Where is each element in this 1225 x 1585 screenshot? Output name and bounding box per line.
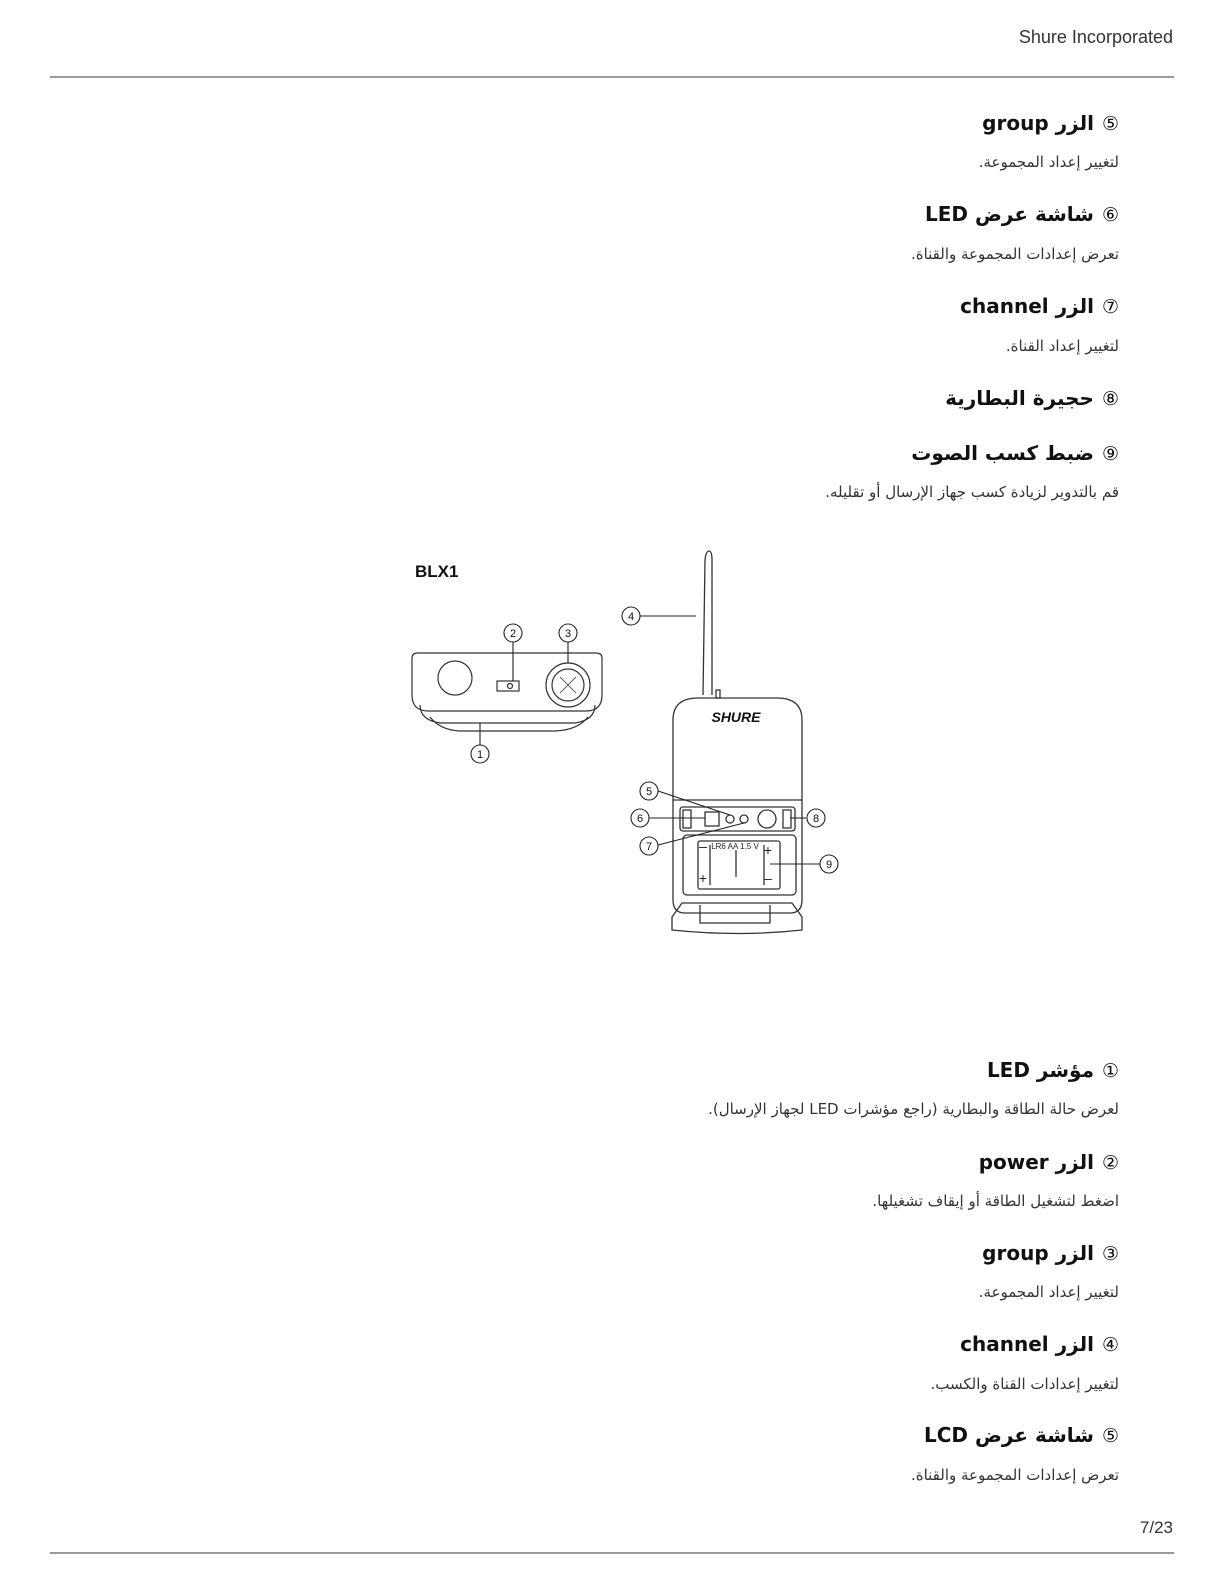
item-description: لتغيير إعدادات القناة والكسب. [930,1375,1119,1393]
transmitter-body [673,698,802,913]
side-clip-left [683,810,691,828]
bottom-item-5 [319,1422,1119,1448]
bottom-item-4-desc [319,1373,1119,1395]
mic-connector-pins [560,677,576,693]
figure-title: BLX1 [415,562,459,581]
led-indicator-top [438,661,472,695]
item-title-text: شاشة عرض LCD [924,1423,1094,1447]
item-description: لتغيير إعداد المجموعة. [978,1283,1119,1301]
top-view-clip [430,717,588,731]
item-description: لعرض حالة الطاقة والبطارية (راجع مؤشرات LED لجهاز الإرسال). [708,1100,1119,1118]
battery-minus-left: – [699,838,707,854]
bottom-item-3 [319,1240,1119,1266]
item-title [319,1422,1119,1448]
item-description: لتغيير إعداد المجموعة. [978,153,1119,171]
item-title [319,201,1119,227]
item-number: ② [1101,1152,1119,1174]
footer-divider [50,1552,1174,1554]
item-title-text: مؤشر LED [986,1058,1094,1082]
item-title [319,440,1119,466]
bottom-item-5-desc [319,1464,1119,1486]
callout-7: 7 [645,841,653,853]
top-view-body [412,653,602,711]
item-number: ⑥ [1101,204,1119,226]
item-number: ⑨ [1101,443,1119,465]
item-title-text: الزر channel [960,294,1094,318]
top-view [412,653,602,731]
callout-labels [477,611,832,871]
bottom-item-1-desc [319,1098,1119,1120]
top-item-7-desc [319,335,1119,357]
belt-clip [672,903,802,934]
item-title-text: الزر group [982,1241,1094,1265]
leader-5 [658,791,730,815]
led-display [705,812,719,826]
blx1-diagram [400,545,860,955]
bottom-item-2-desc [319,1190,1119,1212]
battery-plus-right: + [763,842,773,858]
bottom-item-2 [319,1149,1119,1175]
item-title [319,1240,1119,1266]
antenna [703,551,712,695]
page-number: 7/23 [1139,1518,1173,1537]
channel-button [740,815,748,823]
callout-circles [471,607,838,873]
top-item-8 [319,385,1119,411]
item-number: ⑤ [1101,1425,1119,1447]
item-number: ⑧ [1101,388,1119,410]
shure-logo: SHURE [711,709,761,725]
item-description: لتغيير إعداد القناة. [1005,337,1119,355]
top-item-9-desc [319,481,1119,503]
battery-door-latch [758,810,776,828]
antenna-tip [716,690,720,698]
item-number: ① [1101,1060,1119,1082]
side-clip-right [783,810,791,828]
callout-4: 4 [627,611,635,623]
battery-minus-right: – [764,870,772,886]
callout-5: 5 [645,786,653,798]
item-number: ③ [1101,1243,1119,1265]
item-description: تعرض إعدادات المجموعة والقناة. [910,1466,1119,1484]
bottom-item-4 [319,1331,1119,1357]
top-item-9 [319,440,1119,466]
top-item-6-desc [319,243,1119,265]
callout-3: 3 [564,628,572,640]
top-view-base [420,705,595,723]
item-number: ④ [1101,1334,1119,1356]
bottom-item-1 [319,1057,1119,1083]
item-title [319,293,1119,319]
top-item-7 [319,293,1119,319]
bottom-item-3-desc [319,1281,1119,1303]
header-divider [50,76,1174,78]
control-panel [680,807,795,831]
item-title-text: حجيرة البطارية [945,386,1094,410]
callout-8: 8 [812,813,820,825]
top-item-6 [319,201,1119,227]
item-title-text: الزر group [982,111,1094,135]
item-title [319,1057,1119,1083]
item-title-text: شاشة عرض LED [925,202,1094,226]
battery-label: LR6 AA 1.5 V [711,842,759,851]
top-item-5-desc [319,151,1119,173]
top-item-5 [319,110,1119,136]
item-title-text: الزر power [978,1150,1094,1174]
belt-clip-inner [700,905,770,923]
item-description: تعرض إعدادات المجموعة والقناة. [910,245,1119,263]
item-title [319,1331,1119,1357]
item-title [319,385,1119,411]
group-button [726,815,734,823]
front-view [672,551,802,934]
item-number: ⑤ [1101,113,1119,135]
item-description: اضغط لتشغيل الطاقة أو إيقاف تشغيلها. [872,1192,1119,1210]
callout-2: 2 [509,628,517,640]
blx1-diagram-svg [400,545,860,955]
item-title-text: ضبط كسب الصوت [911,441,1094,465]
callout-9: 9 [825,859,833,871]
item-description: قم بالتدوير لزيادة كسب جهاز الإرسال أو تقليله. [825,483,1119,501]
callout-1: 1 [476,749,484,761]
item-number: ⑦ [1101,296,1119,318]
header-company: Shure Incorporated [1018,27,1173,47]
power-switch-knob [508,684,513,689]
item-title [319,110,1119,136]
callout-6: 6 [636,813,644,825]
battery-plus-left: + [698,870,708,886]
item-title-text: الزر channel [960,1332,1094,1356]
item-title [319,1149,1119,1175]
